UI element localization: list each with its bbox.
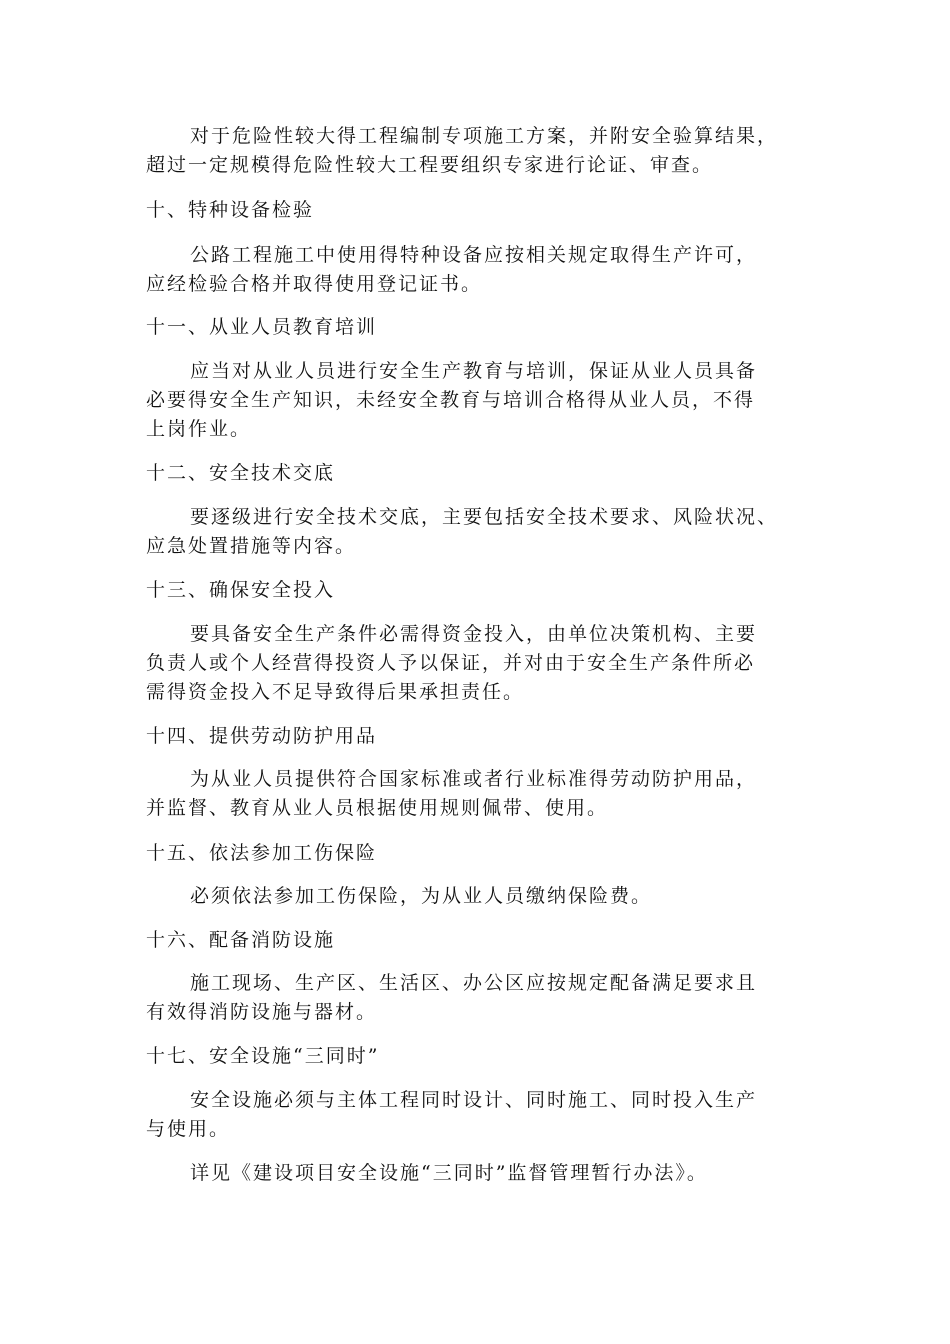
paragraph-line: 详见《建设项目安全设施“三同时”监督管理暂行办法》。	[190, 1162, 708, 1184]
heading-safety-investment: 十三、确保安全投入	[146, 579, 336, 601]
paragraph-line: 应当对从业人员进行安全生产教育与培训，保证从业人员具备	[190, 360, 758, 382]
paragraph-reference	[146, 1159, 806, 1188]
paragraph-special-equipment	[146, 241, 806, 299]
paragraph-line: 必须依法参加工伤保险，为从业人员缴纳保险费。	[190, 885, 653, 907]
paragraph-line: 施工现场、生产区、生活区、办公区应按规定配备满足要求且	[190, 972, 758, 994]
paragraph-line: 应经检验合格并取得使用登记证书。	[146, 273, 483, 295]
paragraph-line: 有效得消防设施与器材。	[146, 1001, 378, 1023]
paragraph-protective-equipment	[146, 765, 806, 823]
paragraph-line: 需得资金投入不足导致得后果承担责任。	[146, 681, 525, 703]
heading-staff-training: 十一、从业人员教育培训	[146, 316, 378, 338]
heading-protective-equipment: 十四、提供劳动防护用品	[146, 725, 378, 747]
paragraph-line: 并监督、教育从业人员根据使用规则佩带、使用。	[146, 797, 609, 819]
heading-special-equipment: 十、特种设备检验	[146, 199, 315, 221]
heading-fire-facilities: 十六、配备消防设施	[146, 929, 336, 951]
paragraph-injury-insurance	[146, 882, 806, 911]
paragraph-line: 公路工程施工中使用得特种设备应按相关规定取得生产许可，	[190, 244, 758, 266]
paragraph-line: 对于危险性较大得工程编制专项施工方案，并附安全验算结果，	[190, 125, 779, 147]
paragraph-line: 超过一定规模得危险性较大工程要组织专家进行论证、审查。	[146, 154, 714, 176]
paragraph-safety-investment	[146, 620, 806, 707]
paragraph-line: 要逐级进行安全技术交底，主要包括安全技术要求、风险状况、	[190, 506, 779, 528]
paragraph-three-simultaneous	[146, 1086, 806, 1144]
paragraph-line: 为从业人员提供符合国家标准或者行业标准得劳动防护用品，	[190, 768, 758, 790]
heading-injury-insurance: 十五、依法参加工伤保险	[146, 842, 378, 864]
paragraph-line: 负责人或个人经营得投资人予以保证，并对由于安全生产条件所必	[146, 652, 756, 674]
paragraph-line: 上岗作业。	[146, 418, 252, 440]
paragraph-fire-facilities	[146, 969, 806, 1027]
heading-three-simultaneous: 十七、安全设施“三同时”	[146, 1045, 380, 1067]
paragraph-line: 安全设施必须与主体工程同时设计、同时施工、同时投入生产	[190, 1089, 758, 1111]
paragraph-line: 要具备安全生产条件必需得资金投入，由单位决策机构、主要	[190, 623, 758, 645]
paragraph-staff-training	[146, 357, 806, 444]
paragraph-line: 与使用。	[146, 1118, 231, 1140]
heading-safety-briefing: 十二、安全技术交底	[146, 462, 336, 484]
paragraph-special-plan	[146, 122, 806, 180]
paragraph-safety-briefing	[146, 503, 806, 561]
paragraph-line: 应急处置措施等内容。	[146, 535, 357, 557]
paragraph-line: 必要得安全生产知识，未经安全教育与培训合格得从业人员，不得	[146, 389, 756, 411]
